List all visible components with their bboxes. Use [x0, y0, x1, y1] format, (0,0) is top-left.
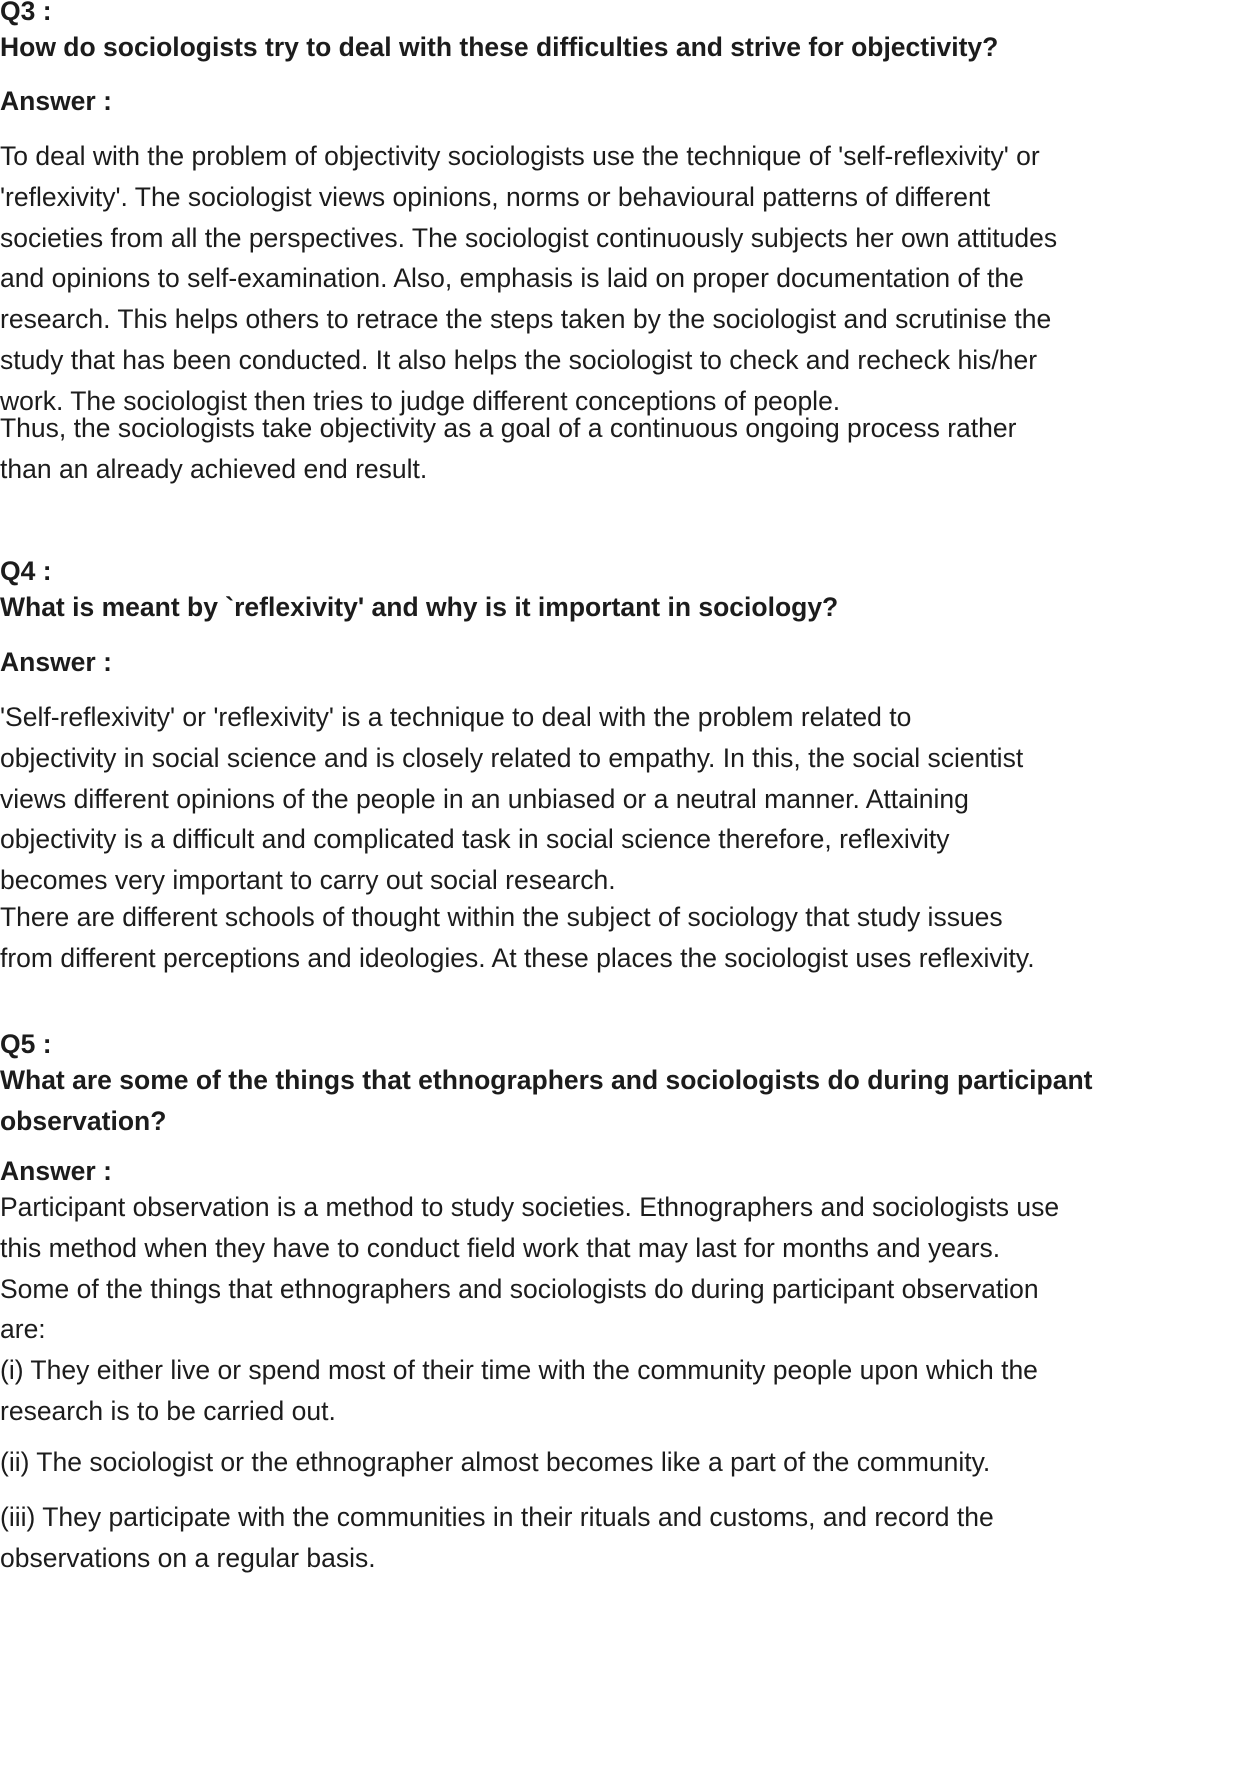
q3-label: Q3 : — [0, 0, 52, 26]
q3-question: How do sociologists try to deal with these difficulties and strive for objectivity? — [0, 32, 999, 62]
text-line: What are some of the things that ethnographers and sociologists do during participant — [0, 1065, 1093, 1095]
text-line: societies from all the perspectives. The sociologist continuously subjects her own attitudes — [0, 222, 1058, 253]
text-line: objectivity is a difficult and complicated task in social science therefore, reflexivity — [0, 824, 950, 855]
text-line: research is to be carried out. — [0, 1395, 336, 1426]
text-line: (iii) They participate with the communities in their rituals and customs, and record the — [0, 1502, 994, 1532]
text-line: 'reflexivity'. The sociologist views opinions, norms or behavioural patterns of different — [0, 181, 991, 212]
text-line: Thus, the sociologists take objectivity as a goal of a continuous ongoing process rather — [0, 413, 1017, 443]
q5-answer-label: Answer : — [0, 1156, 112, 1186]
text-line: Some of the things that ethnographers and sociologists do during participant observation — [0, 1273, 1039, 1304]
q3-answer-paragraph-2 — [0, 408, 1250, 490]
q5-point-2 — [0, 1442, 1250, 1483]
text-line: 'Self-reflexivity' or 'reflexivity' is a technique to deal with the problem related to — [0, 702, 912, 732]
q5-question — [0, 1060, 1250, 1142]
text-line: research. This helps others to retrace the steps taken by the sociologist and scrutinise the — [0, 304, 1052, 335]
text-line: (i) They either live or spend most of their time with the community people upon which the — [0, 1355, 1038, 1385]
text-line: observations on a regular basis. — [0, 1542, 376, 1573]
q5-label: Q5 : — [0, 1029, 52, 1059]
text-line: this method when they have to conduct field work that may last for months and years. — [0, 1232, 1001, 1263]
text-line: (ii) The sociologist or the ethnographer almost becomes like a part of the community. — [0, 1447, 991, 1477]
text-line: than an already achieved end result. — [0, 453, 428, 484]
text-line: work. The sociologist then tries to judge different conceptions of people. — [0, 385, 841, 416]
text-line: Participant observation is a method to study societies. Ethnographers and sociologists use — [0, 1192, 1060, 1222]
text-line: observation? — [0, 1105, 167, 1136]
q5-point-1 — [0, 1350, 1250, 1432]
text-line: from different perceptions and ideologies. At these places the sociologist uses reflexivity. — [0, 942, 1035, 973]
q5-point-3 — [0, 1497, 1250, 1579]
q3-answer-label: Answer : — [0, 86, 112, 116]
q4-answer-paragraph-1 — [0, 697, 1250, 901]
text-line: are: — [0, 1314, 46, 1345]
text-line: objectivity in social science and is closely related to empathy. In this, the social scientist — [0, 742, 1024, 773]
q5-answer-intro — [0, 1187, 1250, 1350]
text-line: becomes very important to carry out social research. — [0, 865, 616, 896]
q4-question: What is meant by `reflexivity' and why is it important in sociology? — [0, 592, 839, 622]
q3-answer-paragraph-1 — [0, 136, 1250, 422]
text-line: and opinions to self-examination. Also, emphasis is laid on proper documentation of the — [0, 263, 1024, 294]
text-line: There are different schools of thought within the subject of sociology that study issues — [0, 902, 1003, 932]
text-line: study that has been conducted. It also helps the sociologist to check and recheck his/her — [0, 344, 1038, 375]
q4-label: Q4 : — [0, 556, 52, 586]
text-line: views different opinions of the people in an unbiased or a neutral manner. Attaining — [0, 783, 969, 814]
q4-answer-label: Answer : — [0, 647, 112, 677]
text-line: To deal with the problem of objectivity sociologists use the technique of 'self-reflexivity' or — [0, 141, 1040, 171]
q4-answer-paragraph-2 — [0, 897, 1250, 979]
